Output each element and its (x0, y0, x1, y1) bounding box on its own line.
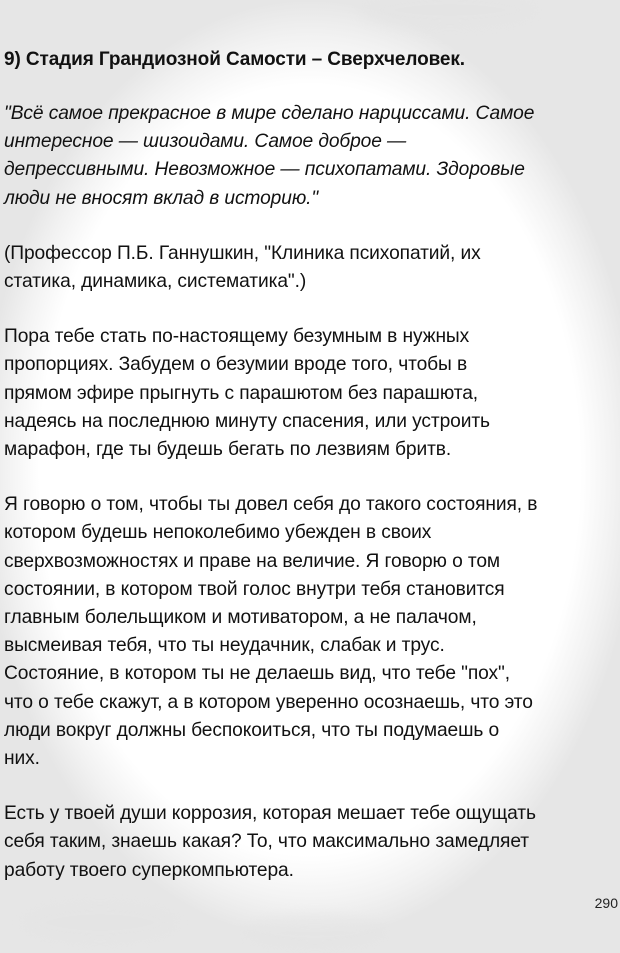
text-line: что о тебе скажут, а в котором уверенно осознаешь, что это (4, 691, 533, 713)
quote-line: "Всё самое прекрасное в мире сделано нарциссами. Самое (4, 103, 535, 124)
text-line: котором будешь непоколебимо убежден в своих (4, 522, 432, 544)
scan-smudge (240, 915, 390, 950)
text-line: Есть у твоей души коррозия, которая мешает тебе ощущать (4, 803, 536, 825)
text-line: пропорциях. Забудем о безумии вроде того, чтобы в (4, 354, 468, 376)
epigraph-quote (4, 100, 616, 213)
quote-line: интересное — шизоидами. Самое доброе — (4, 131, 407, 153)
epigraph-citation (4, 240, 616, 296)
text-line: работу твоего суперкомпьютера. (4, 859, 294, 881)
text-line: главным болельщиком и мотиватором, а не палачом, (4, 607, 477, 629)
body-paragraph-3 (4, 800, 616, 885)
text-line: надеясь на последнюю минуту спасения, или устроить (4, 410, 490, 432)
document-body (4, 46, 616, 912)
citation-line: (Профессор П.Б. Ганнушкин, "Клиника психопатий, их (4, 242, 481, 264)
text-line: марафон, где ты будешь бегать по лезвиям бритв. (4, 439, 452, 461)
quote-line: люди не вносят вклад в историю." (4, 187, 319, 209)
text-line: сверхвозможностях и праве на величие. Я говорю о том (4, 550, 501, 572)
text-line: высмеивая тебя, что ты неудачник, слабак и трус. (4, 635, 445, 657)
text-line: них. (4, 748, 40, 770)
text-line: себя таким, знаешь какая? То, что максимально замедляет (4, 831, 529, 853)
chapter-heading: 9) Стадия Грандиозной Самости – Сверхчеловек. (4, 49, 465, 70)
body-paragraph-2 (4, 491, 616, 773)
text-line: Я говорю о том, чтобы ты довел себя до такого состояния, в (4, 494, 538, 516)
quote-line: депрессивными. Невозможное — психопатами. Здоровые (4, 159, 525, 181)
text-line: Состояние, в котором ты не делаешь вид, что тебе "пох", (4, 663, 510, 685)
body-paragraph-1 (4, 323, 616, 464)
text-line: Пора тебе стать по-настоящему безумным в нужных (4, 326, 470, 348)
page-number: 290 (594, 895, 618, 911)
text-line: люди вокруг должны беспокоиться, что ты подумаешь о (4, 719, 500, 741)
text-line: прямом эфире прыгнуть с парашютом без парашюта, (4, 382, 478, 404)
text-line: состоянии, в котором твой голос внутри тебя становится (4, 578, 505, 600)
citation-line: статика, динамика, систематика".) (4, 271, 307, 293)
